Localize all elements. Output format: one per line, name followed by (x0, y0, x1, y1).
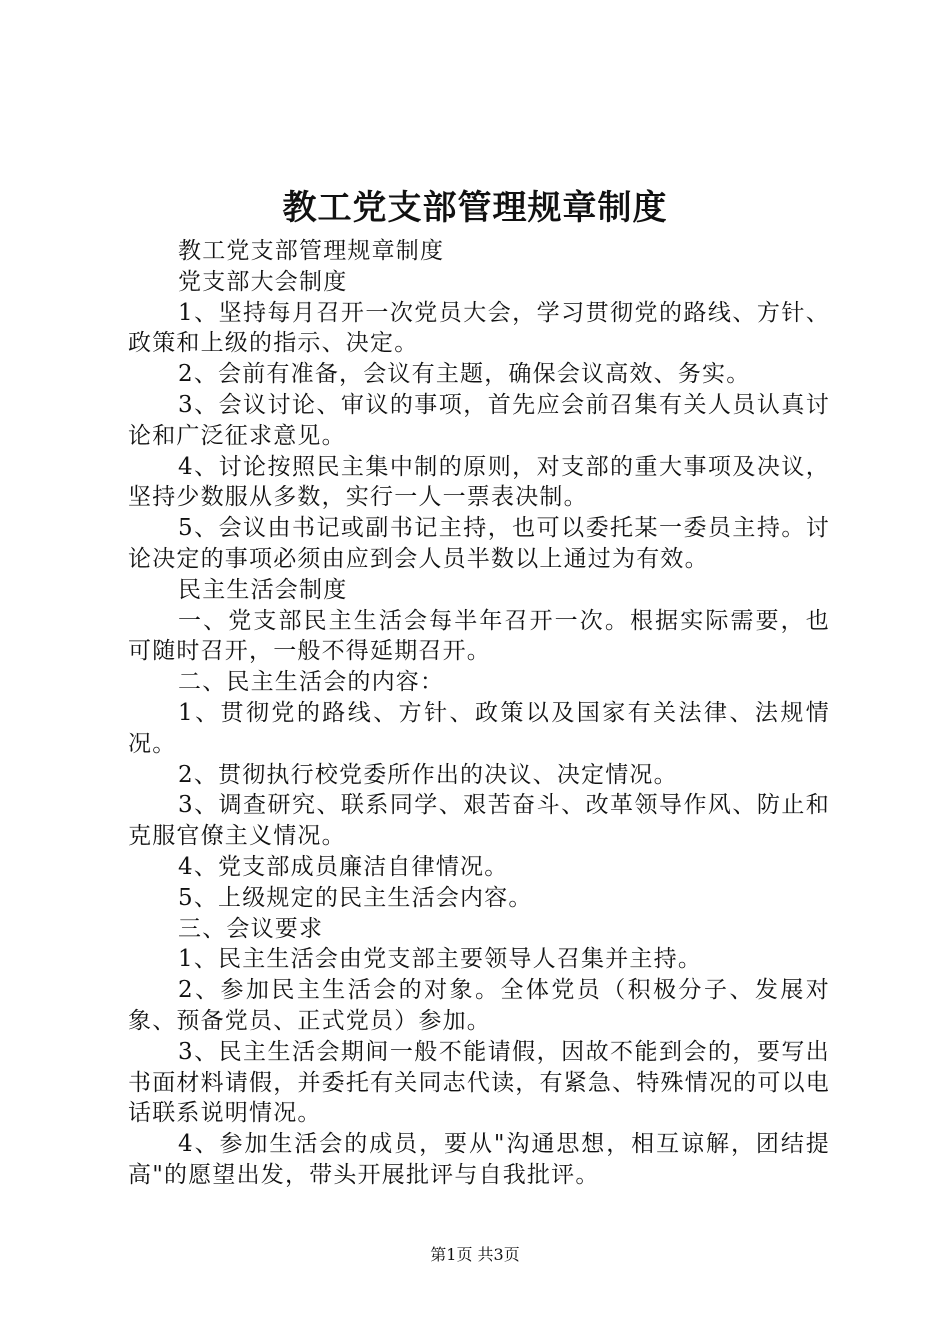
paragraph: 三、会议要求 (178, 915, 324, 942)
page-footer (0, 1244, 950, 1266)
paragraph: 1、贯彻党的路线、方针、政策以及国家有关法律、法规情况。 (128, 699, 830, 757)
document-body (128, 236, 830, 1191)
paragraph: 4、党支部成员廉洁自律情况。 (178, 853, 509, 880)
paragraph: 二、民主生活会的内容： (178, 669, 445, 696)
section-heading: 党支部大会制度 (178, 268, 348, 295)
document-title: 教工党支部管理规章制度 (282, 188, 668, 228)
paragraph: 5、会议由书记或副书记主持，也可以委托某一委员主持。讨论决定的事项必须由应到会人员半数以上通过为有效。 (128, 515, 830, 572)
paragraph: 1、民主生活会由党支部主要领导人召集并主持。 (178, 946, 703, 973)
paragraph: 3、民主生活会期间一般不能请假，因故不能到会的，要写出书面材料请假，并委托有关同志代读，有紧急、特殊情况的可以电话联系说明情况。 (128, 1038, 830, 1127)
paragraph: 4、讨论按照民主集中制的原则，对支部的重大事项及决议，坚持少数服从多数，实行一人一票表决制。 (128, 453, 830, 511)
paragraph: 教工党支部管理规章制度 (178, 238, 445, 264)
section-heading: 民主生活会制度 (178, 576, 348, 603)
paragraph: 一、党支部民主生活会每半年召开一次。根据实际需要，也可随时召开，一般不得延期召开。 (128, 607, 830, 665)
paragraph: 1、坚持每月召开一次党员大会，学习贯彻党的路线、方针、政策和上级的指示、决定。 (128, 299, 830, 357)
paragraph: 2、参加民主生活会的对象。全体党员（积极分子、发展对象、预备党员、正式党员）参加。 (128, 977, 830, 1034)
paragraph: 4、参加生活会的成员，要从"沟通思想，相互谅解，团结提高"的愿望出发，带头开展批评与自我批评。 (128, 1131, 830, 1188)
paragraph: 2、贯彻执行校党委所作出的决议、决定情况。 (178, 761, 678, 788)
paragraph: 2、会前有准备，会议有主题，确保会议高效、务实。 (178, 361, 751, 388)
paragraph: 3、调查研究、联系同学、艰苦奋斗、改革领导作风、防止和克服官僚主义情况。 (128, 792, 830, 850)
page-number-label: 第1页 共3页 (430, 1245, 520, 1264)
paragraph: 3、会议讨论、审议的事项，首先应会前召集有关人员认真讨论和广泛征求意见。 (128, 391, 830, 449)
paragraph: 5、上级规定的民主生活会内容。 (178, 884, 533, 911)
